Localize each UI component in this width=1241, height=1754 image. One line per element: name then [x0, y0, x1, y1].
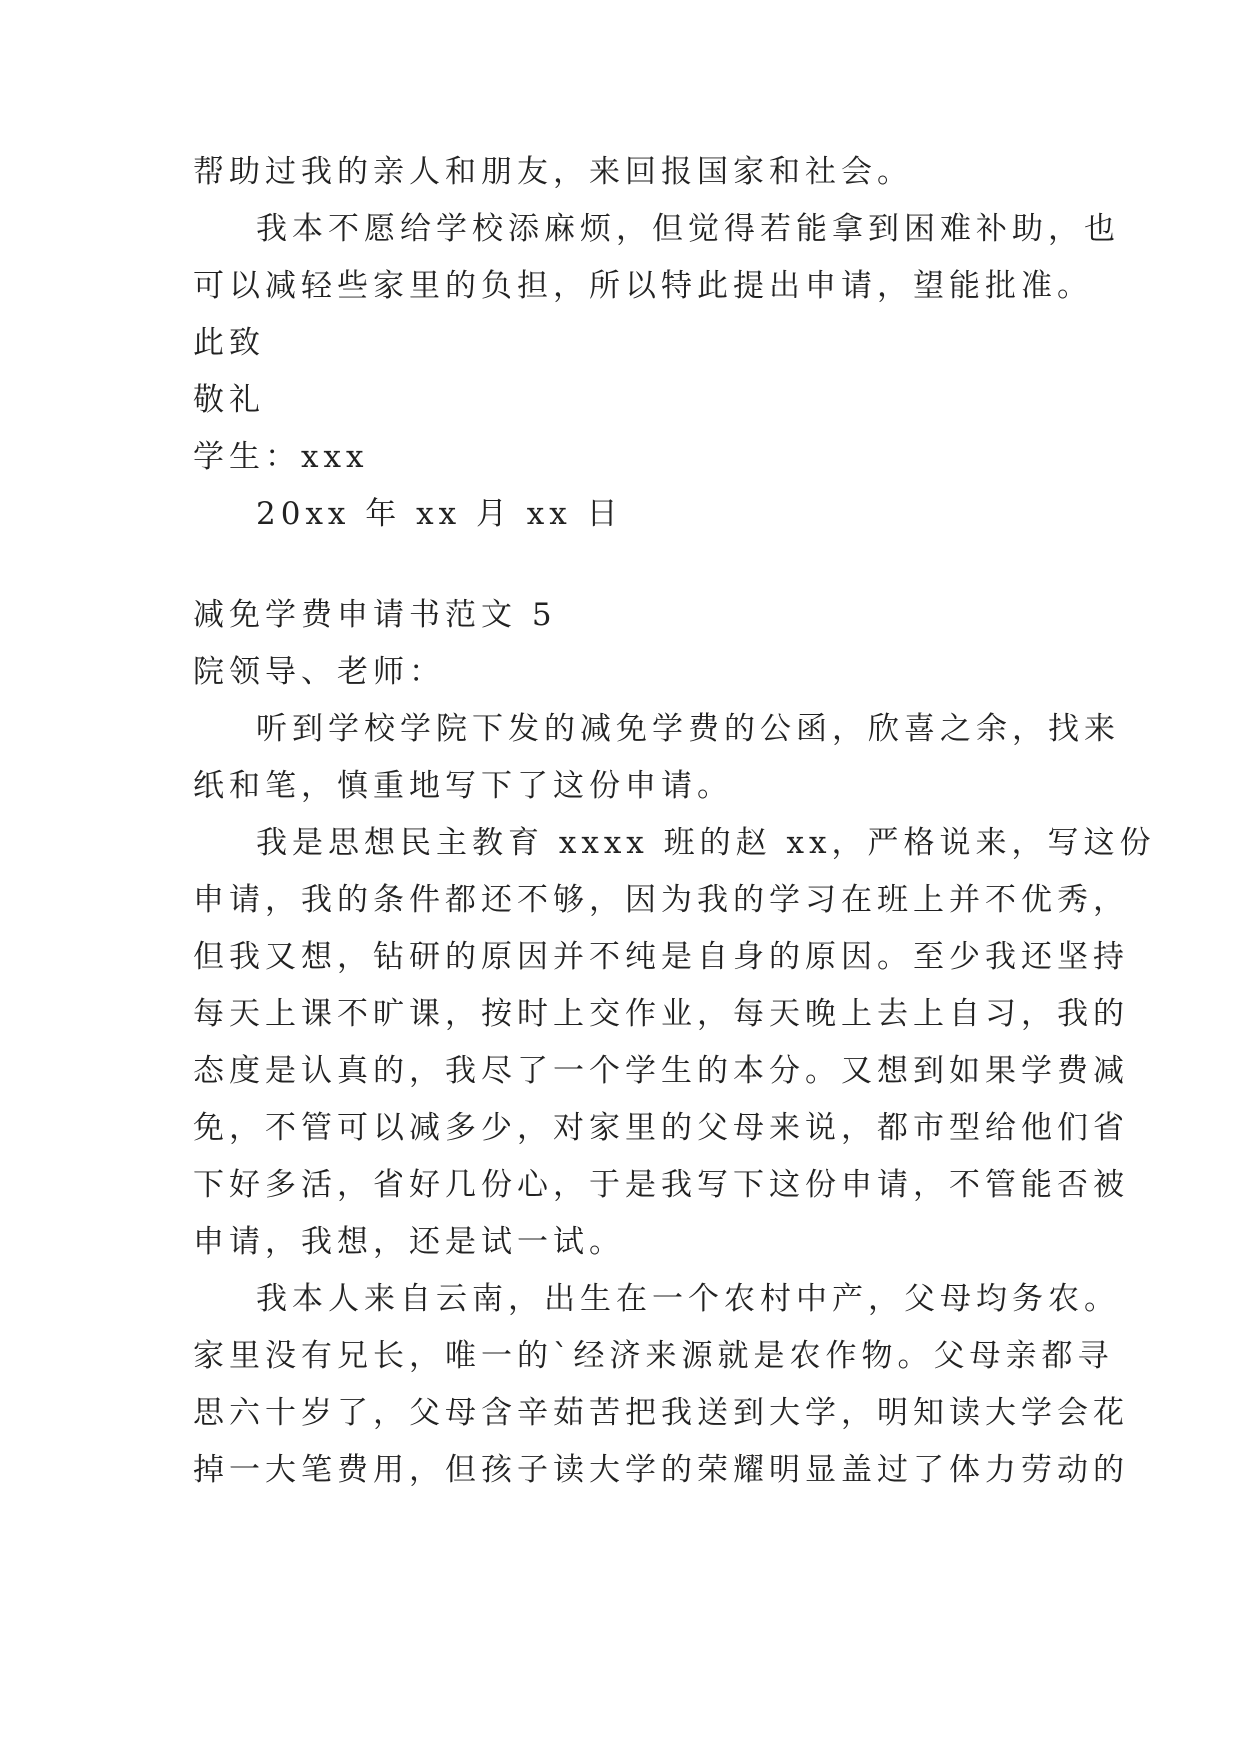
- closing-salutation: 此致: [193, 325, 265, 361]
- signature-date: 20xx 年 xx 月 xx 日: [256, 496, 623, 532]
- text-line: 我是思想民主教育 xxxx 班的赵 xx，严格说来，写这份: [256, 825, 1156, 861]
- signature-student: 学生：xxx: [193, 439, 369, 475]
- text-line: 我本不愿给学校添麻烦，但觉得若能拿到困难补助，也: [256, 211, 1120, 247]
- section-title: 减免学费申请书范文 5: [193, 597, 557, 633]
- closing-respect: 敬礼: [193, 382, 265, 418]
- text-line: 但我又想，钻研的原因并不纯是自身的原因。至少我还坚持: [193, 939, 1129, 975]
- text-line: 免，不管可以减多少，对家里的父母来说，都市型给他们省: [193, 1110, 1129, 1146]
- text-line: 家里没有兄长，唯一的`经济来源就是农作物。父母亲都寻: [193, 1338, 1114, 1374]
- letter-greeting: 院领导、老师：: [193, 654, 445, 690]
- text-line: 思六十岁了，父母含辛茹苦把我送到大学，明知读大学会花: [193, 1395, 1129, 1431]
- text-line: 纸和笔，慎重地写下了这份申请。: [193, 768, 733, 804]
- text-line: 听到学校学院下发的减免学费的公函，欣喜之余，找来: [256, 711, 1120, 747]
- text-line: 掉一大笔费用，但孩子读大学的荣耀明显盖过了体力劳动的: [193, 1452, 1129, 1488]
- text-line: 申请，我的条件都还不够，因为我的学习在班上并不优秀，: [193, 882, 1129, 918]
- text-line: 态度是认真的，我尽了一个学生的本分。又想到如果学费减: [193, 1053, 1129, 1089]
- text-line: 帮助过我的亲人和朋友，来回报国家和社会。: [193, 154, 913, 190]
- text-line: 每天上课不旷课，按时上交作业，每天晚上去上自习，我的: [193, 996, 1129, 1032]
- text-line: 下好多活，省好几份心，于是我写下这份申请，不管能否被: [193, 1167, 1129, 1203]
- text-line: 可以减轻些家里的负担，所以特此提出申请，望能批准。: [193, 268, 1093, 304]
- text-line: 我本人来自云南，出生在一个农村中产，父母均务农。: [256, 1281, 1120, 1317]
- text-line: 申请，我想，还是试一试。: [193, 1224, 625, 1260]
